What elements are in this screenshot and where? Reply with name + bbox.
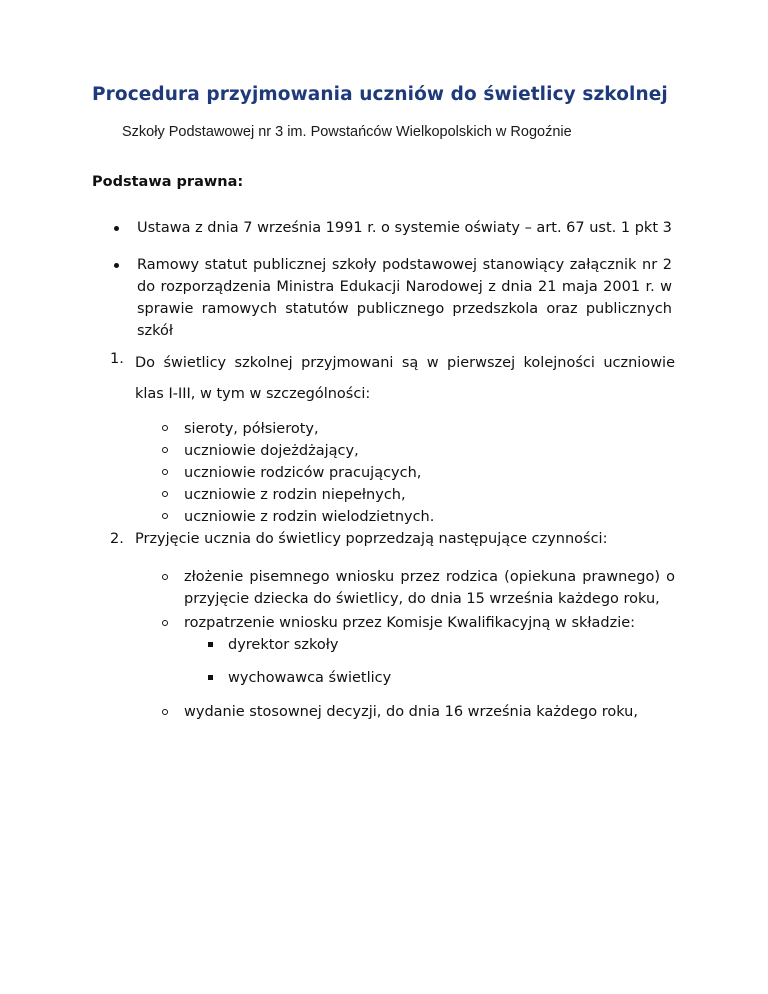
bullet-circle-icon bbox=[162, 469, 168, 475]
bullet-circle-icon bbox=[162, 447, 168, 453]
bullet-circle-icon bbox=[162, 620, 168, 626]
item-number: 1. bbox=[110, 351, 124, 367]
legal-basis-list bbox=[92, 217, 672, 357]
numbered-item bbox=[110, 348, 675, 528]
list-item bbox=[135, 566, 675, 610]
list-item bbox=[135, 612, 675, 689]
admission-steps-list bbox=[135, 566, 675, 723]
priority-groups-list bbox=[135, 418, 675, 528]
bullet-square-icon bbox=[208, 675, 213, 680]
numbered-item-text: Do świetlicy szkolnej przyjmowani są w pierwszej kolejności uczniowie klas I-III, w tym w szczególności: bbox=[135, 355, 675, 402]
bullet-square-icon bbox=[208, 642, 213, 647]
list-item-text: uczniowie z rodzin niepełnych, bbox=[184, 487, 406, 503]
list-item bbox=[135, 506, 675, 528]
list-item-text: sieroty, półsieroty, bbox=[184, 421, 319, 437]
list-item-text: uczniowie dojeżdżający, bbox=[184, 443, 359, 459]
bullet-circle-icon bbox=[162, 425, 168, 431]
legal-basis-item bbox=[92, 254, 672, 342]
legal-basis-text: Ustawa z dnia 7 września 1991 r. o systemie oświaty – art. 67 ust. 1 pkt 3 bbox=[137, 220, 672, 236]
committee-member bbox=[184, 667, 675, 689]
legal-basis-item bbox=[92, 217, 672, 239]
committee-member bbox=[184, 634, 675, 656]
bullet-circle-icon bbox=[162, 513, 168, 519]
list-item-text: złożenie pisemnego wniosku przez rodzica (opiekuna prawnego) o przyjęcie dziecka do świetlicy, do dnia 15 września każdego roku, bbox=[184, 569, 675, 607]
bullet-circle-icon bbox=[162, 709, 168, 715]
committee-member-text: wychowawca świetlicy bbox=[228, 670, 392, 686]
numbered-item-text: Przyjęcie ucznia do świetlicy poprzedzają następujące czynności: bbox=[135, 531, 608, 547]
item-number: 2. bbox=[110, 531, 124, 547]
committee-list bbox=[184, 634, 675, 689]
document-subtitle: Szkoły Podstawowej nr 3 im. Powstańców Wielkopolskich w Rogoźnie bbox=[122, 124, 572, 140]
committee-member-text: dyrektor szkoły bbox=[228, 637, 339, 653]
list-item bbox=[135, 462, 675, 484]
list-item bbox=[135, 418, 675, 440]
list-item bbox=[135, 701, 675, 723]
list-item bbox=[135, 484, 675, 506]
list-item-text: uczniowie rodziców pracujących, bbox=[184, 465, 422, 481]
bullet-circle-icon bbox=[162, 491, 168, 497]
list-item-text: wydanie stosownej decyzji, do dnia 16 września każdego roku, bbox=[184, 704, 638, 720]
list-item-text: rozpatrzenie wniosku przez Komisje Kwalifikacyjną w składzie: bbox=[184, 615, 636, 631]
numbered-item bbox=[110, 528, 675, 723]
document-title: Procedura przyjmowania uczniów do świetlicy szkolnej bbox=[92, 84, 668, 105]
legal-basis-text: Ramowy statut publicznej szkoły podstawowej stanowiący załącznik nr 2 do rozporządzenia Ministra Edukacji Narodowej z dnia 21 maja 2001 r. w sprawie ramowych statutów publicznego przedszkola oraz publicznych szkół bbox=[137, 257, 672, 339]
numbered-list bbox=[110, 348, 675, 725]
legal-basis-heading: Podstawa prawna: bbox=[92, 174, 244, 190]
bullet-circle-icon bbox=[162, 574, 168, 580]
list-item-text: uczniowie z rodzin wielodzietnych. bbox=[184, 509, 435, 525]
bullet-dot-icon bbox=[114, 263, 119, 268]
bullet-dot-icon bbox=[114, 226, 119, 231]
list-item bbox=[135, 440, 675, 462]
